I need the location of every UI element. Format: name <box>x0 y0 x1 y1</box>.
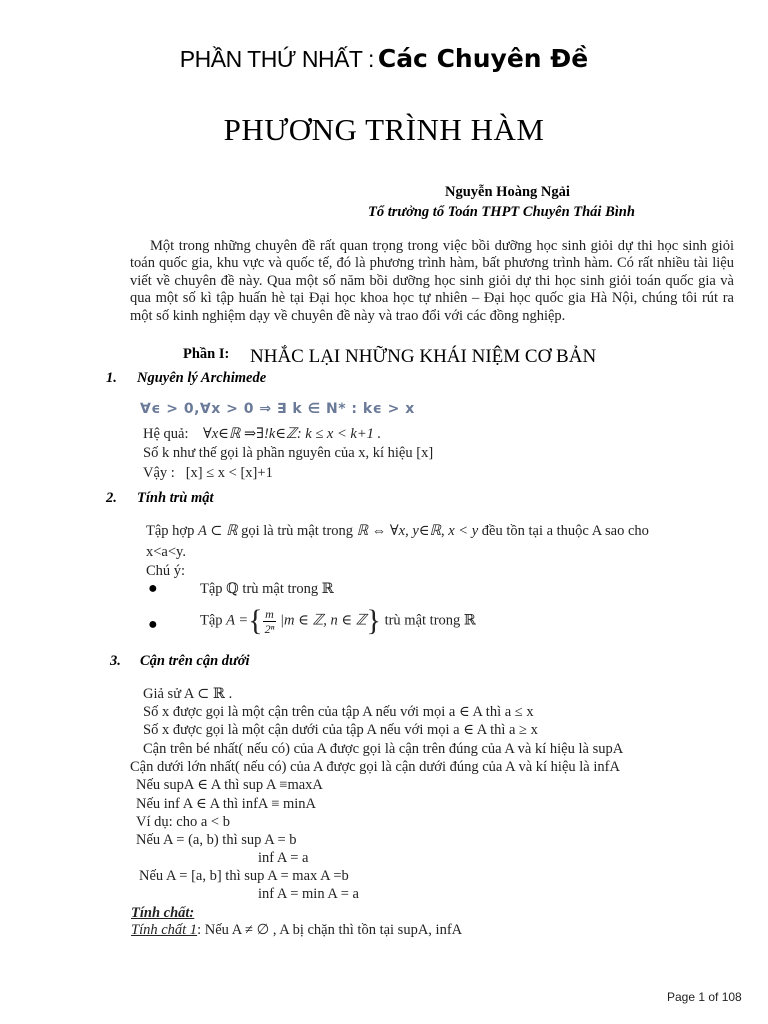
bound-line: Số x được gọi là một cận dưới của tập A nếu với mọi a ∈ A thì a ≥ x <box>143 722 538 738</box>
section-2-title: Tính trù mật <box>137 490 214 506</box>
bullet-icon: ● <box>148 616 158 633</box>
so-line <box>143 465 273 482</box>
bound-line: Số x được gọi là một cận trên của tập A nếu với mọi a ∈ A thì a ≤ x <box>143 704 534 720</box>
bullet-icon: ● <box>148 580 158 597</box>
section-1-number: 1. <box>106 370 117 386</box>
right-brace-icon: } <box>366 604 381 637</box>
bullet-2-condition: |m ∈ ℤ, n ∈ ℤ <box>280 612 367 629</box>
part-title: Các Chuyên Đề <box>377 44 589 73</box>
example-line: Nếu A = (a, b) thì sup A = b <box>136 832 297 848</box>
dense-def-5: đều tồn tại a thuộc A sao cho <box>481 523 649 539</box>
note-label: Chú ý: <box>146 563 186 579</box>
bullet-1-text: Tập ℚ trù mật trong ℝ <box>200 581 334 597</box>
dense-def-4: ℝ ⇔ ∀x, y∈ℝ, x < y <box>356 523 479 539</box>
corollary-formula: ∀x∈ℝ ⇒∃!k∈ℤ: k ≤ x < k+1 . <box>203 426 382 442</box>
bullet-2-pre: Tập <box>200 612 223 629</box>
part-label: PHẦN THỨ NHẤT : <box>179 46 374 72</box>
section-3-title: Cận trên cận dưới <box>140 653 250 669</box>
so-formula: [x] ≤ x < [x]+1 <box>185 465 273 481</box>
example-line: inf A = min A = a <box>258 886 359 902</box>
sup-inf-line: Nếu inf A ∈ A thì infA ≡ minA <box>136 796 317 812</box>
left-brace-icon: { <box>248 604 263 637</box>
example-line: inf A = a <box>258 850 309 866</box>
property-heading: Tính chất: <box>131 905 195 921</box>
fraction-denominator: 2ⁿ <box>264 621 275 636</box>
example-line: Ví dụ: cho a < b <box>136 814 230 830</box>
bound-line: Cận trên bé nhất( nếu có) của A được gọi là cận trên đúng của A và kí hiệu là supA <box>143 741 624 757</box>
part1-title: NHẮC LẠI NHỮNG KHÁI NIỆM CƠ BẢN <box>250 346 597 367</box>
page-indicator: Page 1 of 108 <box>667 990 742 1004</box>
section-3-number: 3. <box>110 653 121 669</box>
so-label: Vậy : <box>143 465 175 481</box>
page-title: PHƯƠNG TRÌNH HÀM <box>223 112 545 147</box>
dense-definition <box>146 523 649 540</box>
bound-line: Cận dưới lớn nhất( nếu có) của A được gọi là cận dưới đúng của A và kí hiệu là infA <box>130 759 620 775</box>
property-1-text: : Nếu A ≠ ∅ , A bị chặn thì tồn tại supA, infA <box>197 922 463 938</box>
intro-text: Một trong những chuyên đề rất quan trọng trong việc bồi dưỡng học sinh giỏi dự thi học sinh giỏi toán quốc gia, khu vực và quốc tế, đó là phương trình hàm, bất phương trình hàm. Có rất nhiều tài liệu viết về chuyên đề này. Qua một số năm bồi dưỡng học sinh giỏi dự thi học sinh giỏi toán quốc gia và qua một số kì tập huấn hè tại Đại học khoa học tự nhiên – Đại học quốc gia Hà Nội, chúng tôi rút ra một số kinh nghiệm dạy về chuyên đề này và trao đổi với các đồng nghiệp. <box>130 238 734 324</box>
property-1-label: Tính chất 1 <box>131 922 198 938</box>
sup-inf-line: Nếu supA ∈ A thì sup A ≡maxA <box>136 777 323 793</box>
fraction-numerator: m <box>263 607 277 622</box>
fraction <box>263 607 277 636</box>
intro-paragraph <box>130 238 734 325</box>
bound-line: Giả sử A ⊂ ℝ . <box>143 686 233 702</box>
dense-definition-line2: x<a<y. <box>146 544 186 560</box>
author-affiliation: Tổ trưởng tổ Toán THPT Chuyên Thái Bình <box>368 204 635 220</box>
corollary-line <box>143 426 381 443</box>
integer-part-note: Số k như thế gọi là phần nguyên của x, kí hiệu [x] <box>143 445 434 461</box>
bullet-2-set: A = <box>226 612 249 629</box>
archimede-statement: ∀ϵ > 0,∀x > 0 ⇒ ∃ k ∈ N* : kϵ > x <box>140 401 415 417</box>
part1-label: Phần I: <box>183 346 230 362</box>
bullet-2 <box>200 604 476 638</box>
bullet-2-post: trù mật trong ℝ <box>384 612 476 629</box>
author-name: Nguyễn Hoàng Ngải <box>445 184 570 200</box>
dense-def-2: A ⊂ ℝ <box>197 523 238 539</box>
property-1 <box>131 922 462 939</box>
section-2-number: 2. <box>106 490 117 506</box>
example-line: Nếu A = [a, b] thì sup A = max A =b <box>139 868 349 884</box>
dense-def-1: Tập hợp <box>146 523 195 539</box>
section-1-title: Nguyên lý Archimede <box>137 370 267 386</box>
dense-def-3: gọi là trù mật trong <box>241 523 354 539</box>
corollary-label: Hệ quả: <box>143 426 189 442</box>
part-heading <box>0 44 768 73</box>
